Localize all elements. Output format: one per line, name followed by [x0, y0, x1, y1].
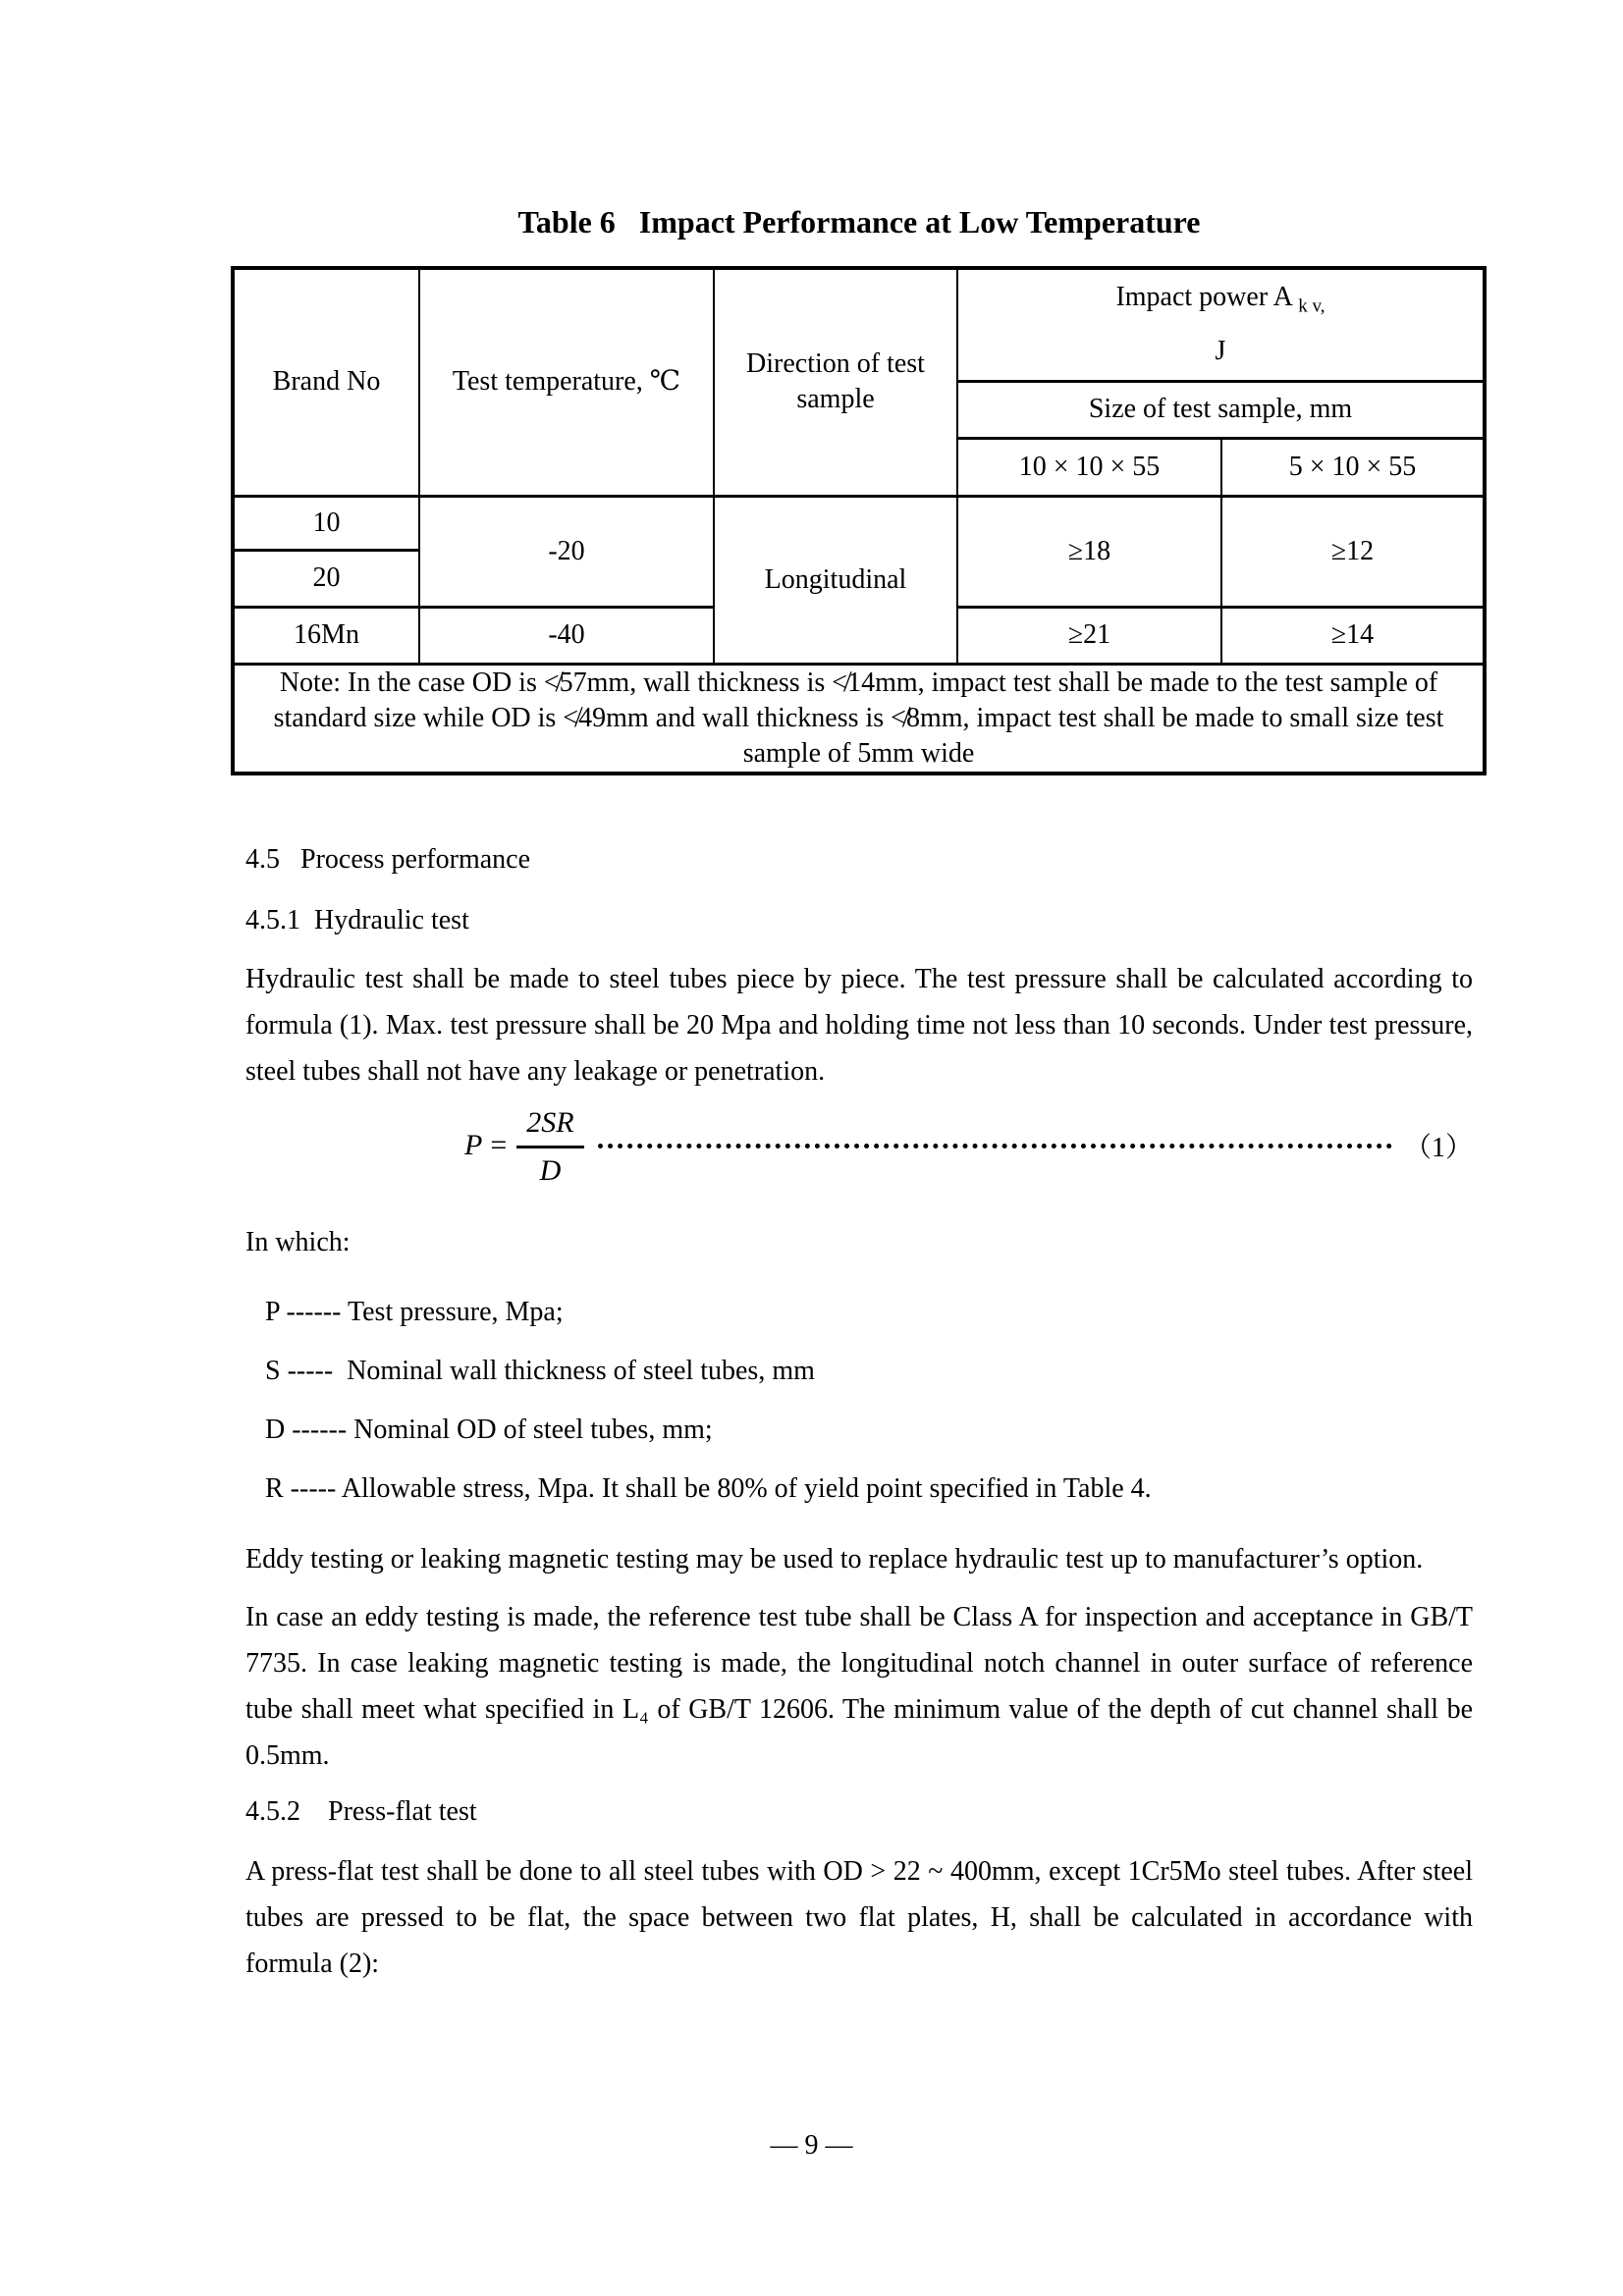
header-size-of-test-sample: Size of test sample, mm: [957, 381, 1485, 438]
formula-fraction: [516, 1102, 583, 1190]
formula-number: （1）: [1403, 1133, 1473, 1163]
impact-power-cell: [958, 271, 1483, 379]
page-number: — 9 —: [770, 2130, 853, 2161]
impact-power-subscript: k v,: [1298, 295, 1325, 317]
table-row: [233, 496, 1485, 550]
cell-brand-20: 20: [233, 550, 419, 607]
dotted-leader: [598, 1144, 1392, 1148]
cell-direction-longitudinal: Longitudinal: [714, 496, 957, 664]
header-test-temperature: Test temperature, ℃: [419, 268, 714, 496]
table-row: [233, 268, 1485, 381]
definition-r: R ----- Allowable stress, Mpa. It shall be 80% of yield point specified in Table 4.: [265, 1472, 1152, 1504]
heading-4-5-1-hydraulic-test: 4.5.1 Hydraulic test: [245, 904, 469, 935]
header-size-small: 5 × 10 × 55: [1221, 438, 1485, 496]
cell-brand-16mn: 16Mn: [233, 607, 419, 664]
paragraph-hydraulic-test: Hydraulic test shall be made to steel tubes piece by piece. The test pressure shall be calculated according to formula (1). Max. test pressure shall be 20 Mpa and holding time not less than 10 seconds. Under test pressure, steel tubes shall not have any leakage or penetration.: [245, 963, 1473, 1087]
table6: [231, 266, 1487, 775]
definition-s: S ----- Nominal wall thickness of steel tubes, mm: [265, 1355, 815, 1386]
cell-temp-minus40: -40: [419, 607, 714, 664]
page-content: [245, 0, 1473, 1987]
impact-power-unit: J: [1215, 336, 1226, 367]
formula-lhs: P: [464, 1129, 483, 1161]
table6-title: Table 6 Impact Performance at Low Temperature: [517, 204, 1201, 240]
header-direction-of-test-sample: Direction of test sample: [714, 268, 957, 496]
cell-impact-small-row2: ≥14: [1221, 607, 1485, 664]
header-impact-power: [957, 268, 1485, 381]
cell-impact-small-row1: ≥12: [1221, 496, 1485, 607]
impact-power-label: Impact power A: [1115, 282, 1299, 313]
header-brand-no: Brand No: [233, 268, 419, 496]
formula-equals: =: [490, 1129, 508, 1161]
cell-temp-minus20: -20: [419, 496, 714, 607]
table6-note: Note: In the case OD is ≮57mm, wall thickness is ≮14mm, impact test shall be made to the test sample of standard size while OD is ≮49mm and wall thickness is ≮8mm, impact test shall be made to small size test sample of 5mm wide: [233, 664, 1485, 774]
definition-p: P ------ Test pressure, Mpa;: [265, 1296, 564, 1327]
heading-4-5-process-performance: 4.5 Process performance: [245, 843, 531, 875]
formula-denominator: D: [539, 1153, 562, 1187]
table-note-row: [233, 664, 1485, 774]
in-which-label: In which:: [245, 1226, 351, 1257]
cell-impact-std-row1: ≥18: [957, 496, 1221, 607]
cell-brand-10: 10: [233, 496, 419, 550]
formula-numerator: 2SR: [516, 1102, 583, 1148]
formula-1: [464, 1102, 1473, 1190]
paragraph-press-flat: A press-flat test shall be done to all steel tubes with OD > 22 ~ 400mm, except 1Cr5Mo steel tubes. After steel tubes are pressed to be flat, the space between two flat plates, H, shall be calculated in accordance with formula (2):: [245, 1855, 1473, 1979]
cell-impact-std-row2: ≥21: [957, 607, 1221, 664]
paragraph-eddy-replace: Eddy testing or leaking magnetic testing may be used to replace hydraulic test up to manufacturer’s option.: [245, 1543, 1424, 1575]
heading-4-5-2-press-flat-test: 4.5.2 Press-flat test: [245, 1795, 477, 1827]
definition-d: D ------ Nominal OD of steel tubes, mm;: [265, 1414, 713, 1445]
paragraph-eddy-detail: In case an eddy testing is made, the reference test tube shall be Class A for inspection and acceptance in GB/T 7735. In case leaking magnetic testing is made, the longitudinal notch channel in outer surface of reference tube shall meet what specified in L₄ of GB/T 12606. The minimum value of the depth of cut channel shall be 0.5mm.: [245, 1601, 1473, 1771]
header-size-standard: 10 × 10 × 55: [957, 438, 1221, 496]
impact-power-line1: [958, 280, 1483, 325]
